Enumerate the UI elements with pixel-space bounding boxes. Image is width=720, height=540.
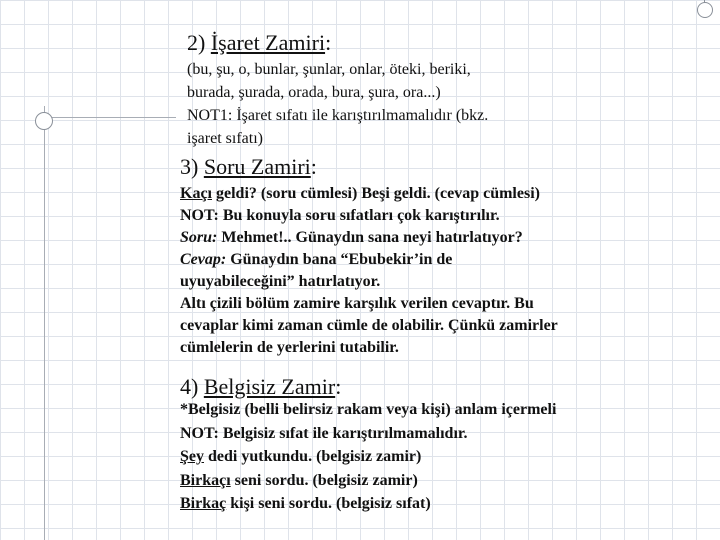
section4-line-5 (180, 493, 556, 517)
decorative-horizontal-rule (36, 117, 176, 118)
section3-line-6: Altı çizili bölüm zamire karşılık verilen cevaptır. Bu (180, 295, 534, 312)
section3-line-2: NOT: Bu konuyla soru sıfatları çok karıştırılır. (180, 207, 500, 224)
section2-heading-colon: : (325, 30, 332, 55)
decorative-top-circle-marker (697, 2, 713, 18)
section4-heading-title: Belgisiz Zamir (203, 374, 336, 399)
section3-line-3 (180, 227, 558, 249)
section4-line-1: *Belgisiz (belli belirsiz rakam veya kişi) anlam içermeli (180, 401, 557, 418)
section4-underlined-word-3: Birkaç (180, 495, 227, 512)
section3-heading (180, 154, 317, 180)
section2-line-2: burada, şurada, orada, bura, şura, ora...) (187, 84, 441, 101)
section2-heading-number: 2) (187, 30, 211, 55)
section4-body (180, 399, 556, 517)
section2-heading (187, 30, 331, 56)
section3-line-1 (180, 183, 558, 205)
section4-line-4 (180, 470, 556, 494)
section3-heading-title: Soru Zamiri (203, 154, 311, 179)
section3-question-text: Mehmet!.. Günaydın sana neyi hatırlatıyor? (217, 229, 523, 246)
section2-line-4: işaret sıfatı) (187, 130, 263, 147)
section4-line-3 (180, 446, 556, 470)
section3-heading-colon: : (310, 154, 317, 179)
section4-line-3-text: dedi yutkundu. (belgisiz zamir) (204, 448, 422, 465)
section3-line-4 (180, 249, 558, 271)
section2-line-3: NOT1: İşaret sıfatı ile karıştırılmamalıdır (bkz. (187, 107, 489, 124)
decorative-vertical-rule (44, 106, 45, 540)
section2-line-1: (bu, şu, o, bunlar, şunlar, onlar, öteki, beriki, (187, 61, 471, 78)
decorative-circle-marker (35, 112, 53, 130)
section3-line-8: cümlelerin de yerlerini tutabilir. (180, 339, 399, 356)
section4-line-5-text: kişi seni sordu. (belgisiz sıfat) (226, 495, 431, 512)
section4-underlined-word-2: Birkaçı (180, 471, 231, 489)
section3-line-1-text: geldi? (soru cümlesi) Beşi geldi. (cevap cümlesi) (212, 185, 540, 202)
section4-underlined-word-1: Şey (180, 448, 204, 465)
section3-answer-label: Cevap: (180, 251, 227, 268)
section3-heading-number: 3) (180, 154, 204, 179)
section3-answer-text: Günaydın bana “Ebubekir’in de (226, 251, 453, 268)
section3-line-7: cevaplar kimi zaman cümle de olabilir. Çünkü zamirler (180, 317, 558, 334)
section3-underlined-word: Kaçı (180, 185, 212, 202)
section4-line-4-text: seni sordu. (belgisiz zamir) (230, 471, 418, 489)
section4-heading-number: 4) (180, 374, 204, 399)
section4-line-2: NOT: Belgisiz sıfat ile karıştırılmamalıdır. (180, 424, 468, 442)
section3-line-5: uyuyabileceğini” hatırlatıyor. (180, 273, 381, 290)
section3-body (180, 183, 558, 359)
section2-heading-title: İşaret Zamiri (210, 30, 326, 55)
section2-body (187, 59, 488, 151)
section4-heading (180, 374, 341, 400)
section3-question-label: Soru: (180, 229, 218, 246)
section4-heading-colon: : (335, 374, 342, 399)
